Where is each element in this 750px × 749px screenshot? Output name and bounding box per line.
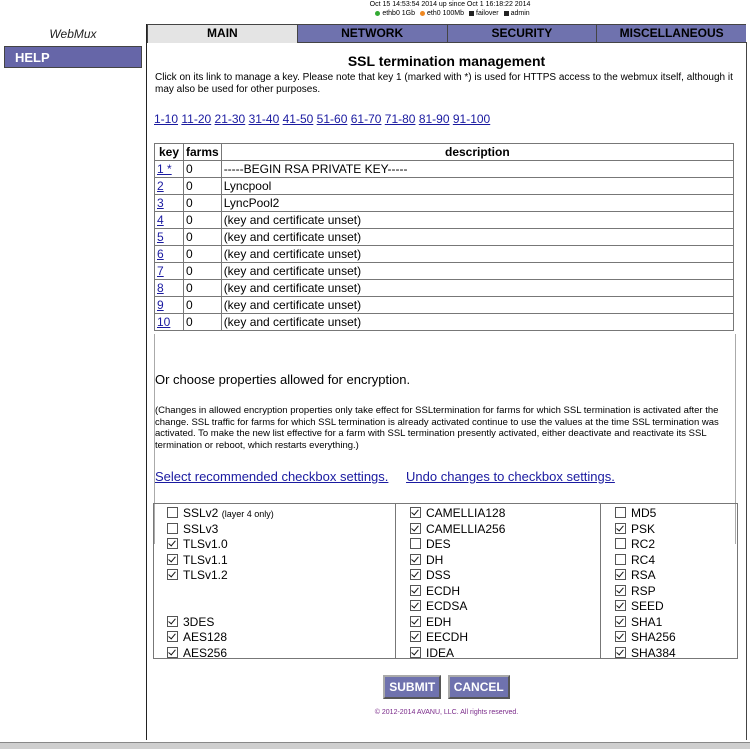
brand-logo: WebMux — [49, 27, 97, 41]
table-row — [155, 212, 734, 229]
checkbox[interactable] — [615, 523, 626, 534]
option-rsp[interactable] — [615, 584, 737, 600]
description-cell: (key and certificate unset) — [221, 314, 733, 331]
status-label: admin — [510, 10, 530, 17]
key-cell — [155, 161, 184, 178]
option-label: RSA — [631, 568, 656, 582]
status-dot-icon — [504, 11, 509, 16]
checkbox[interactable] — [615, 569, 626, 580]
table-row — [155, 263, 734, 280]
tab-miscellaneous[interactable]: MISCELLANEOUS — [596, 25, 746, 43]
main-tabs — [147, 24, 746, 43]
option-spacer — [167, 599, 395, 615]
table-row — [155, 229, 734, 246]
description-cell: (key and certificate unset) — [221, 212, 733, 229]
option-md5[interactable] — [615, 506, 737, 522]
header-farms: farms — [184, 144, 222, 161]
key-link[interactable]: 2 — [157, 179, 164, 193]
option-tlsv11[interactable] — [167, 553, 395, 569]
status-uptime: Oct 15 14:53:54 2014 up since Oct 1 16:18:22 2014 — [369, 1, 531, 8]
option-rc2[interactable] — [615, 537, 737, 553]
page-title: SSL termination management — [347, 53, 546, 69]
key-link[interactable]: 3 — [157, 196, 164, 210]
checkbox[interactable] — [167, 647, 178, 658]
cancel-button[interactable]: CANCEL — [448, 675, 510, 699]
option-aes256[interactable] — [167, 646, 395, 662]
checkbox[interactable] — [167, 616, 178, 627]
option-rsa[interactable] — [615, 568, 737, 584]
table-header-row — [155, 144, 734, 161]
table-row — [155, 314, 734, 331]
encryption-options — [153, 503, 738, 659]
tab-network[interactable]: NETWORK — [297, 25, 447, 43]
checkbox[interactable] — [410, 600, 421, 611]
tab-main[interactable]: MAIN — [147, 25, 297, 43]
description-cell: (key and certificate unset) — [221, 263, 733, 280]
checkbox[interactable] — [167, 569, 178, 580]
checkbox-links — [155, 469, 629, 484]
option-label: SSLv2 — [183, 506, 219, 520]
help-button[interactable]: HELP — [4, 46, 142, 68]
option-sslv2[interactable] — [167, 506, 395, 522]
description-cell: (key and certificate unset) — [221, 280, 733, 297]
key-cell — [155, 263, 184, 280]
key-link[interactable]: 9 — [157, 298, 164, 312]
option-label: PSK — [631, 521, 656, 536]
copyright: © 2012-2014 AVANU, LLC. All rights reserved. — [374, 709, 519, 716]
range-link[interactable]: 21-30 — [214, 112, 246, 126]
option-label: SSLv3 — [183, 521, 219, 536]
header-key: key — [155, 144, 184, 161]
table-row — [155, 280, 734, 297]
key-cell — [155, 229, 184, 246]
option-sha256[interactable] — [615, 630, 737, 646]
option-label: AES256 — [183, 645, 228, 660]
option-label: RC2 — [631, 537, 656, 551]
farms-cell: 0 — [184, 195, 222, 212]
farms-cell: 0 — [184, 161, 222, 178]
key-cell — [155, 297, 184, 314]
checkbox[interactable] — [410, 585, 421, 596]
farms-cell: 0 — [184, 280, 222, 297]
option-sha1[interactable] — [615, 615, 737, 631]
option-label: CAMELLIA256 — [426, 521, 506, 536]
status-indicators — [300, 9, 600, 18]
checkbox[interactable] — [410, 647, 421, 658]
checkbox[interactable] — [615, 554, 626, 565]
option-psk[interactable] — [615, 522, 737, 538]
key-link[interactable]: 10 — [157, 315, 171, 329]
table-row — [155, 246, 734, 263]
options-column-3 — [601, 504, 737, 658]
options-column-1 — [154, 504, 396, 658]
key-range-links — [154, 112, 490, 126]
option-label: RSP — [631, 583, 656, 598]
status-bar — [300, 0, 600, 18]
range-link[interactable]: 51-60 — [316, 112, 348, 126]
checkbox[interactable] — [615, 585, 626, 596]
option-label: EDH — [426, 614, 452, 629]
option-camellia256[interactable] — [410, 522, 600, 538]
option-label: EECDH — [426, 630, 469, 644]
checkbox[interactable] — [410, 538, 421, 549]
option-label: DES — [426, 537, 451, 551]
key-cell — [155, 280, 184, 297]
options-column-2 — [396, 504, 601, 658]
option-3des[interactable] — [167, 615, 395, 631]
key-cell — [155, 212, 184, 229]
description-cell: (key and certificate unset) — [221, 229, 733, 246]
range-link[interactable]: 71-80 — [384, 112, 416, 126]
checkbox[interactable] — [410, 616, 421, 627]
farms-cell: 0 — [184, 297, 222, 314]
key-link[interactable]: 8 — [157, 281, 164, 295]
description-cell: LyncPool2 — [221, 195, 733, 212]
option-label: IDEA — [426, 645, 455, 660]
checkbox[interactable] — [615, 538, 626, 549]
key-cell — [155, 314, 184, 331]
option-eecdh[interactable] — [410, 630, 600, 646]
option-label: ECDH — [426, 583, 461, 598]
submit-button[interactable]: SUBMIT — [383, 675, 441, 699]
range-link[interactable]: 61-70 — [350, 112, 382, 126]
option-dss[interactable] — [410, 568, 600, 584]
table-row — [155, 195, 734, 212]
option-label: MD5 — [631, 506, 657, 520]
description-cell: (key and certificate unset) — [221, 246, 733, 263]
option-idea[interactable] — [410, 646, 600, 662]
checkbox[interactable] — [410, 554, 421, 565]
header-description: description — [221, 144, 733, 161]
option-sha384[interactable] — [615, 646, 737, 662]
option-label: RC4 — [631, 552, 656, 567]
key-cell — [155, 246, 184, 263]
description-cell: -----BEGIN RSA PRIVATE KEY----- — [221, 161, 733, 178]
table-row — [155, 297, 734, 314]
option-label: TLSv1.0 — [183, 537, 228, 551]
option-label: SEED — [631, 599, 664, 613]
option-label: SHA256 — [631, 630, 676, 644]
farms-cell: 0 — [184, 178, 222, 195]
select-recommended-link[interactable]: Select recommended checkbox settings. — [155, 469, 389, 484]
key-link[interactable]: 4 — [157, 213, 164, 227]
option-edh[interactable] — [410, 615, 600, 631]
description-cell: (key and certificate unset) — [221, 297, 733, 314]
range-link[interactable]: 41-50 — [282, 112, 314, 126]
option-des[interactable] — [410, 537, 600, 553]
checkbox[interactable] — [167, 507, 178, 518]
status-dot-icon — [420, 11, 425, 16]
encryption-heading: Or choose properties allowed for encryption. — [155, 372, 411, 387]
farms-cell: 0 — [184, 314, 222, 331]
option-camellia128[interactable] — [410, 506, 600, 522]
checkbox[interactable] — [615, 647, 626, 658]
option-label: DH — [426, 552, 444, 567]
key-link[interactable]: 7 — [157, 264, 164, 278]
option-label: SHA384 — [631, 645, 676, 660]
checkbox[interactable] — [167, 538, 178, 549]
form-buttons — [147, 675, 746, 699]
option-seed[interactable] — [615, 599, 737, 615]
checkbox[interactable] — [410, 569, 421, 580]
option-dh[interactable] — [410, 553, 600, 569]
key-link[interactable]: 1 * — [157, 162, 172, 176]
status-dot-icon — [469, 11, 474, 16]
option-label: CAMELLIA128 — [426, 506, 506, 520]
option-ecdh[interactable] — [410, 584, 600, 600]
option-label: DSS — [426, 568, 451, 582]
option-tlsv12[interactable] — [167, 568, 395, 584]
checkbox[interactable] — [167, 631, 178, 642]
checkbox[interactable] — [410, 631, 421, 642]
table-row — [155, 178, 734, 195]
option-label: ECDSA — [426, 599, 468, 613]
status-label: eth0 100Mb — [427, 10, 465, 17]
farms-cell: 0 — [184, 246, 222, 263]
farms-cell: 0 — [184, 212, 222, 229]
table-row — [155, 161, 734, 178]
range-link[interactable]: 1-10 — [154, 112, 179, 126]
description-cell: Lyncpool — [221, 178, 733, 195]
undo-changes-link[interactable]: Undo changes to checkbox settings. — [406, 469, 615, 484]
option-ecdsa[interactable] — [410, 599, 600, 615]
checkbox[interactable] — [615, 507, 626, 518]
checkbox[interactable] — [410, 507, 421, 518]
option-label: TLSv1.2 — [183, 568, 228, 582]
option-rc4[interactable] — [615, 553, 737, 569]
option-label: TLSv1.1 — [183, 552, 228, 567]
key-cell — [155, 195, 184, 212]
status-label: failover — [476, 10, 499, 17]
left-frame — [0, 24, 147, 740]
option-aes128[interactable] — [167, 630, 395, 646]
checkbox[interactable] — [615, 600, 626, 611]
option-tlsv10[interactable] — [167, 537, 395, 553]
option-spacer — [167, 584, 395, 600]
farms-cell: 0 — [184, 229, 222, 246]
range-link[interactable]: 91-100 — [452, 112, 491, 126]
key-link[interactable]: 5 — [157, 230, 164, 244]
range-link[interactable]: 81-90 — [418, 112, 450, 126]
checkbox[interactable] — [615, 631, 626, 642]
range-link[interactable]: 11-20 — [181, 112, 212, 126]
content-panel — [147, 42, 747, 740]
farms-cell: 0 — [184, 263, 222, 280]
key-link[interactable]: 6 — [157, 247, 164, 261]
range-link[interactable]: 31-40 — [248, 112, 280, 126]
checkbox[interactable] — [410, 523, 421, 534]
intro-text: Click on its link to manage a key. Please note that key 1 (marked with *) is used for HTTPS access to the webmux itself, although it may also be used for other purposes. — [155, 72, 733, 95]
keys-table — [154, 143, 734, 331]
option-label: SHA1 — [631, 614, 663, 629]
status-label: ethb0 1Gb — [382, 10, 416, 17]
checkbox[interactable] — [615, 616, 626, 627]
checkbox[interactable] — [167, 554, 178, 565]
option-note: (layer 4 only) — [221, 509, 274, 519]
status-dot-icon — [375, 11, 380, 16]
option-label: 3DES — [183, 614, 215, 629]
encryption-note: (Changes in allowed encryption properties only take effect for SSLtermination for farms for which SSL termination is activated after the change. SSL traffic for farms for which SSL termination is already activated continue to use the values at the time SSL termination was activated. To make the new list effective for a farm with SSL termination presently activated, either deactivate and reactivate its SSL termination or reboot, which restarts everything.) — [155, 405, 719, 451]
tab-security[interactable]: SECURITY — [447, 25, 597, 43]
option-sslv3[interactable] — [167, 522, 395, 538]
checkbox[interactable] — [167, 523, 178, 534]
option-label: AES128 — [183, 630, 228, 644]
key-cell — [155, 178, 184, 195]
